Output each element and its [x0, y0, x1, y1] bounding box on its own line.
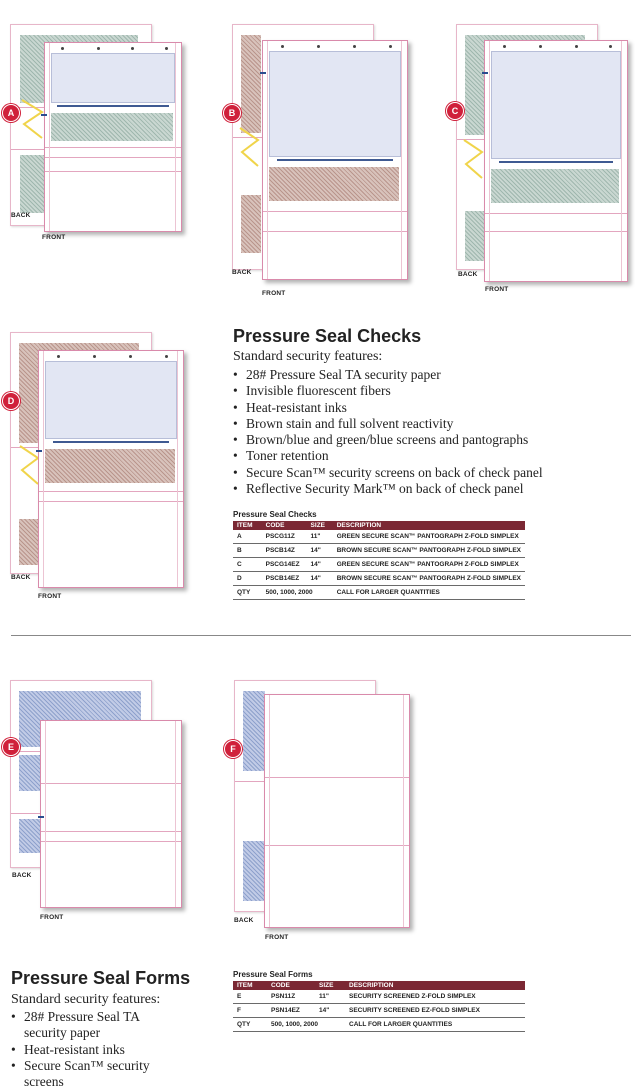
list-item: • Heat-resistant inks — [233, 400, 633, 416]
back-label: BACK — [232, 269, 252, 276]
form-front-sheet — [40, 720, 182, 908]
form-front-sheet — [38, 350, 184, 588]
checks-feature-list — [233, 367, 633, 497]
front-label: FRONT — [38, 593, 62, 600]
form-front-sheet — [484, 40, 628, 282]
z-fold-icon — [238, 126, 262, 170]
table-header-row: ITEM CODE SIZE DESCRIPTION — [233, 521, 525, 530]
list-item: • Toner retention — [233, 448, 633, 464]
back-label: BACK — [234, 917, 254, 924]
list-item: • Heat-resistant inks — [11, 1042, 159, 1058]
form-front-sheet — [262, 40, 408, 280]
section-divider — [11, 635, 631, 636]
badge-c: C — [446, 102, 464, 120]
table-row-qty: QTY 500, 1000, 2000 CALL FOR LARGER QUANTITIES — [233, 1018, 525, 1032]
list-item: • Brown stain and full solvent reactivity — [233, 416, 633, 432]
back-label: BACK — [11, 574, 31, 581]
table-row: E PSN11Z 11" SECURITY SCREENED Z-FOLD SIMPLEX — [233, 990, 525, 1004]
front-label: FRONT — [42, 234, 66, 241]
badge-b: B — [223, 104, 241, 122]
form-front-sheet — [44, 42, 182, 232]
table-header-row: ITEM CODE SIZE DESCRIPTION — [233, 981, 525, 990]
badge-f: F — [224, 740, 242, 758]
forms-title: Pressure Seal Forms — [11, 968, 191, 988]
table-row-qty: QTY 500, 1000, 2000 CALL FOR LARGER QUANTITIES — [233, 586, 525, 600]
front-label: FRONT — [265, 934, 289, 941]
forms-feature-list — [11, 1009, 159, 1090]
z-fold-icon — [462, 138, 486, 182]
badge-e: E — [2, 738, 20, 756]
checks-table — [233, 521, 525, 600]
list-item: • Reflective Security Mark™ on back of check panel — [233, 481, 633, 497]
front-label: FRONT — [485, 286, 509, 293]
table-row: F PSN14EZ 14" SECURITY SCREENED EZ-FOLD SIMPLEX — [233, 1004, 525, 1018]
list-item: • Secure Scan™ security screens on back of check panel — [233, 465, 633, 481]
back-label: BACK — [12, 872, 32, 879]
front-label: FRONT — [40, 914, 64, 921]
list-item: • Secure Scan™ security screens — [11, 1058, 159, 1090]
back-label: BACK — [458, 271, 478, 278]
front-label: FRONT — [262, 290, 286, 297]
badge-a: A — [2, 104, 20, 122]
badge-d: D — [2, 392, 20, 410]
list-item: • Invisible fluorescent fibers — [233, 383, 633, 399]
checks-title: Pressure Seal Checks — [233, 326, 422, 346]
forms-table — [233, 981, 525, 1032]
list-item: • 28# Pressure Seal TA security paper — [233, 367, 633, 383]
table-row: C PSCG14EZ 14" GREEN SECURE SCAN™ PANTOGRAPH Z-FOLD SIMPLEX — [233, 558, 525, 572]
forms-intro: Standard security features: — [11, 992, 161, 1007]
table-row: B PSCB14Z 14" BROWN SECURE SCAN™ PANTOGRAPH Z-FOLD SIMPLEX — [233, 544, 525, 558]
table-row: A PSCG11Z 11" GREEN SECURE SCAN™ PANTOGRAPH Z-FOLD SIMPLEX — [233, 530, 525, 544]
form-front-sheet — [264, 694, 410, 928]
list-item: • 28# Pressure Seal TA security paper — [11, 1009, 159, 1042]
forms-table-caption: Pressure Seal Forms — [233, 970, 313, 979]
back-label: BACK — [11, 212, 31, 219]
table-row: D PSCB14EZ 14" BROWN SECURE SCAN™ PANTOGRAPH Z-FOLD SIMPLEX — [233, 572, 525, 586]
z-fold-icon — [20, 98, 46, 142]
list-item: • Brown/blue and green/blue screens and pantographs — [233, 432, 633, 448]
checks-table-caption: Pressure Seal Checks — [233, 510, 317, 519]
checks-intro: Standard security features: — [233, 349, 383, 364]
